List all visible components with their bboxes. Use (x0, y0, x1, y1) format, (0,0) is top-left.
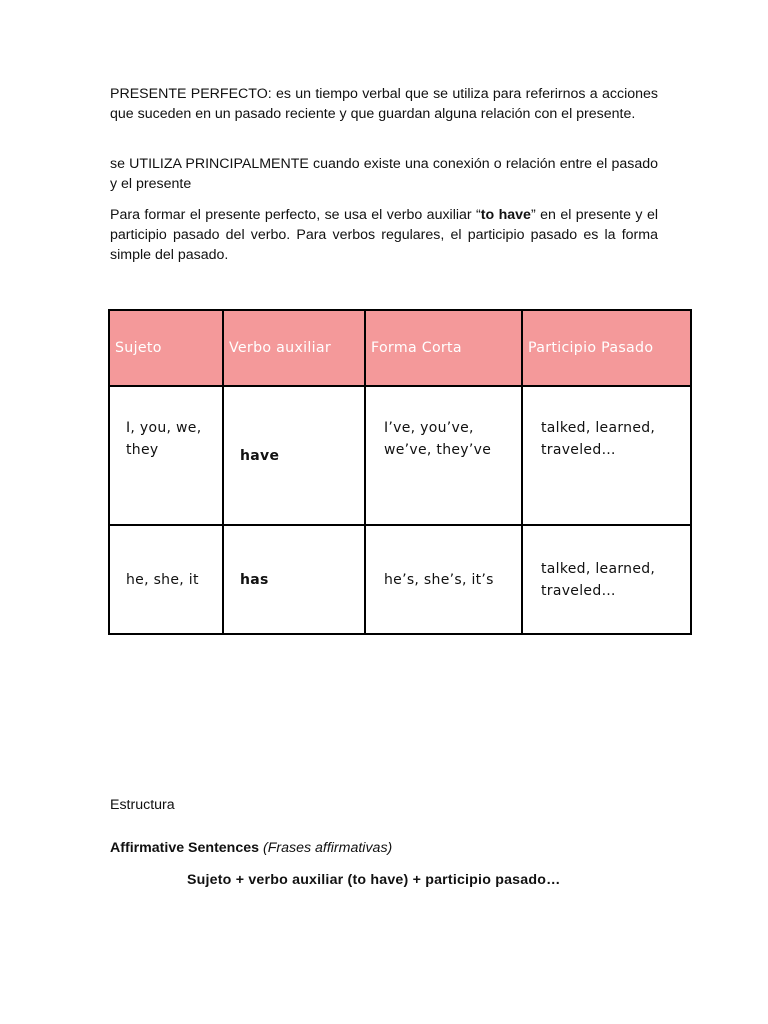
table-row (109, 386, 691, 525)
header-verbo-auxiliar: Verbo auxiliar (223, 310, 365, 386)
table-row (109, 525, 691, 634)
intro-paragraph-formation (110, 205, 658, 265)
formation-auxiliary-verb: to have (480, 207, 531, 223)
header-participio-pasado: Participio Pasado (522, 310, 691, 386)
formation-text-end: ” en el presente y el participio pasado del verbo. Para verbos regulares, el participio pasado es la forma simple del pasado. (110, 207, 658, 263)
header-forma-corta: Forma Corta (365, 310, 522, 386)
affirmative-translation: (Frases affirmativas) (262, 840, 393, 856)
cell-short-form: I’ve, you’ve, we’ve, they’ve (365, 386, 522, 525)
cell-short-form: he’s, she’s, it’s (365, 525, 522, 634)
estructura-heading: Estructura (110, 797, 175, 813)
intro-paragraph-definition: PRESENTE PERFECTO: es un tiempo verbal que se utiliza para referirnos a acciones que suceden en un pasado reciente y que guardan alguna relación con el presente. (110, 86, 658, 122)
formation-text-start: Para formar el presente perfecto, se usa el verbo auxiliar “ (110, 207, 481, 223)
cell-auxiliary: has (223, 525, 365, 634)
affirmative-label: Affirmative Sentences (110, 840, 260, 856)
cell-subject: he, she, it (109, 525, 223, 634)
affirmative-heading (110, 840, 392, 856)
header-sujeto: Sujeto (109, 310, 223, 386)
cell-past-participle: talked, learned, traveled… (522, 386, 691, 525)
cell-past-participle: talked, learned, traveled… (522, 525, 691, 634)
intro-paragraph-usage: se UTILIZA PRINCIPALMENTE cuando existe una conexión o relación entre el pasado y el presente (110, 156, 658, 192)
table-header-row (109, 310, 691, 386)
cell-subject: I, you, we, they (109, 386, 223, 525)
affirmative-formula: Sujeto + verbo auxiliar (to have) + participio pasado… (187, 872, 561, 888)
conjugation-table (108, 309, 692, 635)
cell-auxiliary: have (223, 386, 365, 525)
